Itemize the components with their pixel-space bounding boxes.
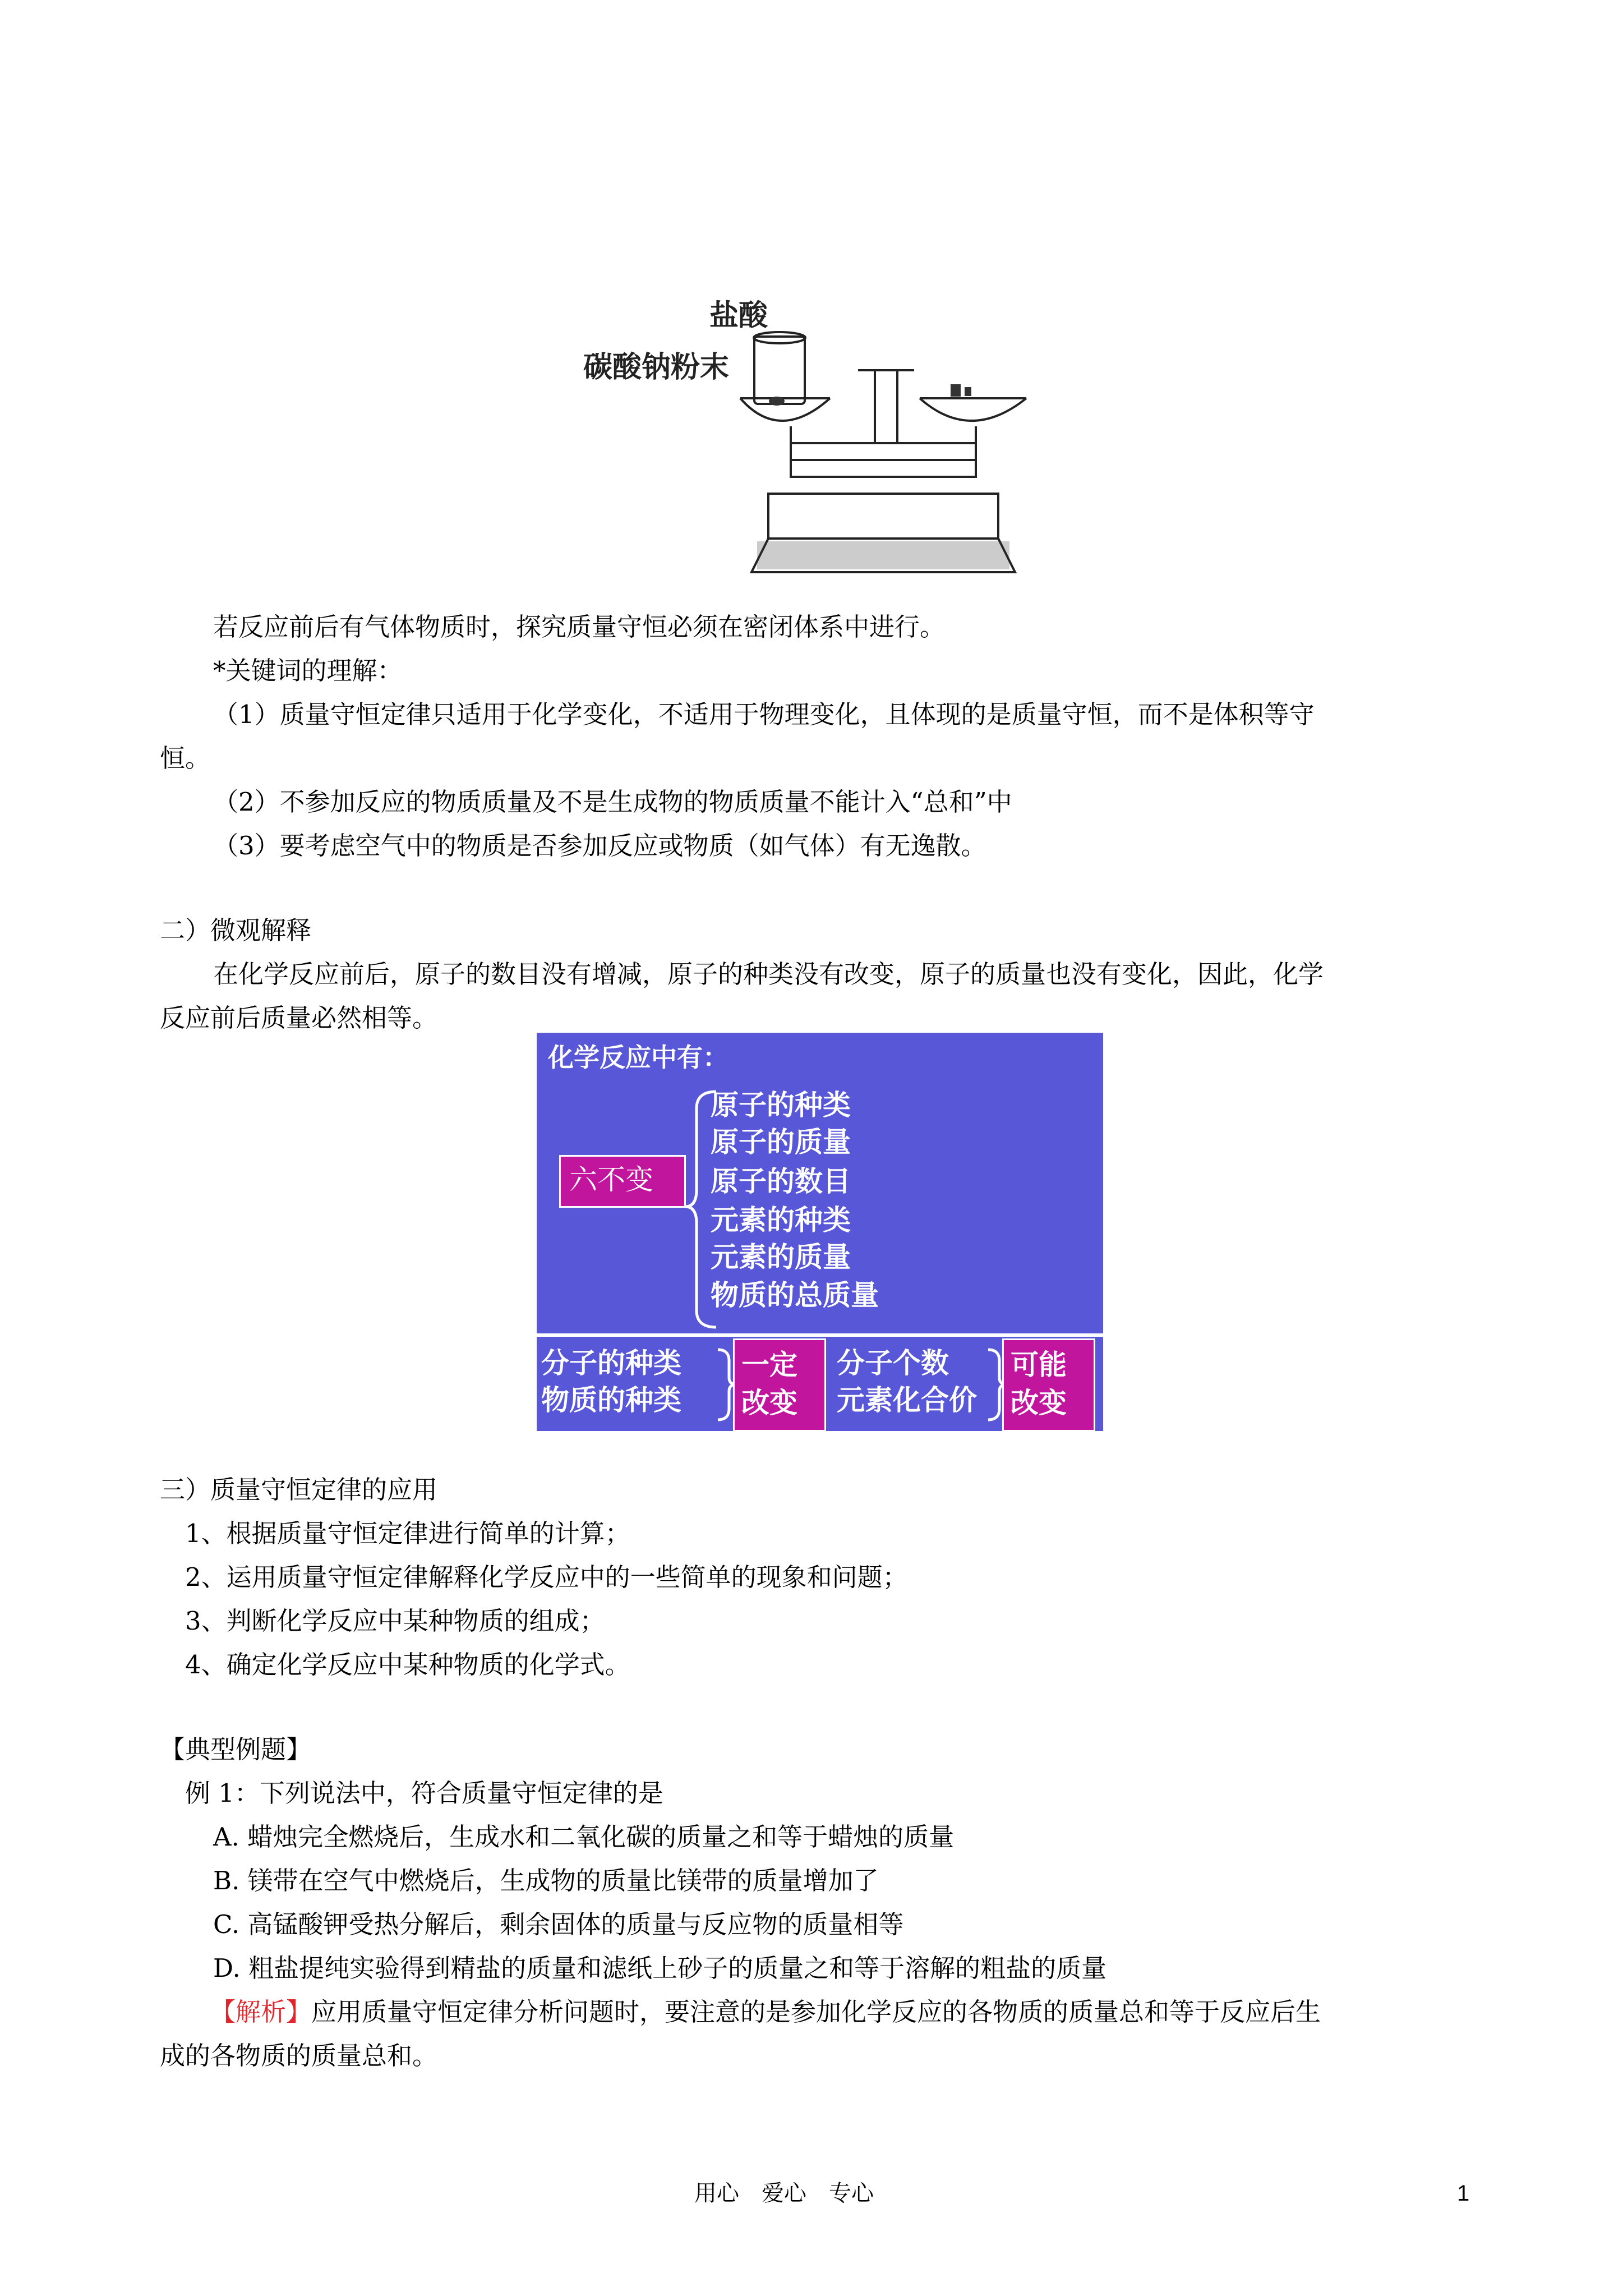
may-change-label-1: 可能 <box>1011 1349 1067 1381</box>
figure-label-powder: 碳酸钠粉末 <box>583 351 730 384</box>
must-change-label-2: 改变 <box>741 1387 797 1419</box>
example1-option-b: B. 镁带在空气中燃烧后，生成物的质量比镁带的质量增加了 <box>213 1866 879 1895</box>
figure-label-acid: 盐酸 <box>709 299 768 333</box>
six-item-4: 元素的种类 <box>711 1204 851 1236</box>
keywords-title: *关键词的理解： <box>213 656 403 685</box>
application-2: 2、运用质量守恒定律解释化学反应中的一些简单的现象和问题； <box>185 1562 908 1592</box>
keyword-1-line2: 恒。 <box>160 743 211 773</box>
divider-line <box>537 1333 1103 1337</box>
balance-drawing <box>583 292 1043 583</box>
must-item-2: 物质的种类 <box>541 1384 681 1416</box>
keyword-3: （3）要考虑空气中的物质是否参加反应或物质（如气体）有无逸散。 <box>213 831 986 861</box>
section3-title: 三）质量守恒定律的应用 <box>160 1475 438 1504</box>
example1-option-c: C. 高锰酸钾受热分解后，剩余固体的质量与反应物的质量相等 <box>213 1910 904 1939</box>
example1-option-d: D. 粗盐提纯实验得到精盐的质量和滤纸上砂子的质量之和等于溶解的粗盐的质量 <box>213 1953 1107 1983</box>
six-item-6: 物质的总质量 <box>711 1279 879 1312</box>
example1-option-a: A. 蜡烛完全燃烧后，生成水和二氧化碳的质量之和等于蜡烛的质量 <box>213 1822 955 1852</box>
balance-experiment-figure <box>583 292 1043 583</box>
section2-line2: 反应前后质量必然相等。 <box>160 1003 438 1033</box>
six-item-3: 原子的数目 <box>711 1165 851 1198</box>
six-unchanged-label: 六不变 <box>569 1163 653 1196</box>
may-change-label-2: 改变 <box>1011 1387 1067 1419</box>
may-item-2: 元素化合价 <box>837 1384 977 1416</box>
analysis-line2: 成的各物质的质量总和。 <box>160 2041 438 2070</box>
six-item-5: 元素的质量 <box>711 1241 851 1273</box>
keyword-1-line1: （1）质量守恒定律只适用于化学变化，不适用于物理变化，且体现的是质量守恒，而不是体积等守 <box>213 700 1315 729</box>
analysis-label: 【解析】 <box>210 1997 312 2027</box>
application-1: 1、根据质量守恒定律进行简单的计算； <box>185 1519 630 1548</box>
examples-title: 【典型例题】 <box>160 1734 312 1764</box>
must-change-label-1: 一定 <box>741 1349 797 1381</box>
application-3: 3、判断化学反应中某种物质的组成； <box>185 1606 605 1636</box>
six-item-2: 原子的质量 <box>711 1126 851 1158</box>
section2-title: 二）微观解释 <box>160 915 312 945</box>
six-item-1: 原子的种类 <box>711 1089 851 1121</box>
analysis-text-1: 应用质量守恒定律分析问题时，要注意的是参加化学反应的各物质的质量总和等于反应后生 <box>311 1997 1321 2027</box>
page-number: 1 <box>1457 2181 1470 2206</box>
analysis-line1 <box>210 1990 1321 2034</box>
application-4: 4、确定化学反应中某种物质的化学式。 <box>185 1650 630 1680</box>
section2-line1: 在化学反应前后，原子的数目没有增减，原子的种类没有改变，原子的质量也没有变化，因此，化学 <box>213 959 1324 989</box>
footer-motto: 用心 爱心 专心 <box>694 2180 874 2206</box>
example1-question: 例 1：下列说法中，符合质量守恒定律的是 <box>185 1778 663 1808</box>
must-item-1: 分子的种类 <box>541 1347 681 1379</box>
conservation-diagram <box>537 1033 1103 1431</box>
keyword-2: （2）不参加反应的物质质量及不是生成物的物质质量不能计入“总和”中 <box>213 787 1012 817</box>
may-item-1: 分子个数 <box>837 1347 949 1379</box>
para-gas: 若反应前后有气体物质时，探究质量守恒必须在密闭体系中进行。 <box>213 612 946 642</box>
diagram-title: 化学反应中有： <box>548 1042 728 1073</box>
